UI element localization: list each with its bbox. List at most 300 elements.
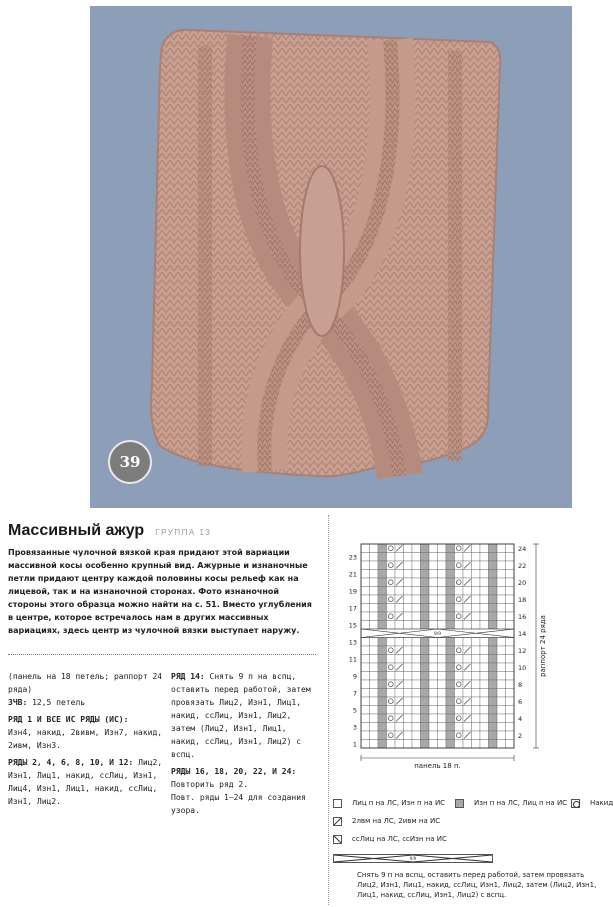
chart-cell (480, 706, 489, 715)
chart-row-label: 10 (518, 664, 527, 672)
chart-cell (506, 553, 515, 562)
chart-cell (421, 587, 430, 596)
chart-cell (497, 587, 506, 596)
chart-cell (421, 612, 430, 621)
chart-cell (370, 595, 379, 604)
chart-cell (438, 561, 447, 570)
chart-cell (472, 706, 481, 715)
chart-cell (421, 706, 430, 715)
chart-cell (412, 646, 421, 655)
chart-cell (472, 731, 481, 740)
chart-cell (421, 731, 430, 740)
chart-cell (404, 731, 413, 740)
chart-cell (489, 561, 498, 570)
chart-cell (438, 655, 447, 664)
chart-cell (455, 561, 464, 570)
chart-cell (497, 561, 506, 570)
chart-cell (378, 672, 387, 681)
chart-cell (361, 672, 370, 681)
chart-cell (361, 612, 370, 621)
row1-label: РЯД 1 И ВСЕ ИС РЯДЫ (ИС): (8, 715, 129, 724)
chart-cell (506, 587, 515, 596)
chart-cell (421, 723, 430, 732)
chart-cell (395, 604, 404, 613)
chart-cell (378, 680, 387, 689)
legend-yo: Накид (590, 799, 613, 807)
chart-cell (361, 578, 370, 587)
chart-cell (506, 706, 515, 715)
chart-cell (472, 655, 481, 664)
chart-cell (455, 723, 464, 732)
chart-cell (387, 638, 396, 647)
chart-cell (506, 612, 515, 621)
chart-cell (497, 612, 506, 621)
chart-cell (421, 578, 430, 587)
chart-cell (438, 595, 447, 604)
chart-cell (455, 689, 464, 698)
chart-cell (429, 638, 438, 647)
chart-cell (489, 570, 498, 579)
chart-cell (497, 570, 506, 579)
row1-text: Изн4, накид, 2вивм, Изн7, накид, 2ивм, Изн3. (8, 728, 163, 750)
chart-cell (378, 731, 387, 740)
cable-span-label: 9/9 (409, 856, 417, 861)
chart-cell (480, 638, 489, 647)
chart-cell (446, 723, 455, 732)
chart-cell (421, 638, 430, 647)
knit-symbol (333, 799, 342, 808)
chart-cell (497, 578, 506, 587)
chart-cell (370, 646, 379, 655)
chart-cell (472, 578, 481, 587)
chart-cell (480, 723, 489, 732)
chart-cell (412, 723, 421, 732)
chart-cell (489, 553, 498, 562)
chart-cell (429, 706, 438, 715)
chart-cell (506, 646, 515, 655)
chart-cell (489, 638, 498, 647)
pattern-title (8, 520, 211, 540)
chart-cell (387, 604, 396, 613)
chart-cell (429, 731, 438, 740)
chart-cell (446, 595, 455, 604)
chart-cell (378, 655, 387, 664)
chart-cell (387, 706, 396, 715)
chart-cell (489, 706, 498, 715)
chart-cell (455, 672, 464, 681)
instructions-left (8, 670, 168, 808)
chart-row-label: 16 (518, 613, 527, 621)
chart-cell (463, 655, 472, 664)
rows2-text: Лиц2, Изн1, Лиц1, накид, ссЛиц, Изн1, Лиц4, Изн1, Лиц1, накид, ссЛиц, Изн1, Лиц2. (8, 758, 163, 806)
chart-row-label: 17 (348, 604, 357, 613)
chart-cell (404, 655, 413, 664)
chart-cell (429, 740, 438, 749)
legend-cable: Снять 9 п на вспц, оставить перед работой, затем провязать Лиц2, Изн1, Лиц1, накид, ссЛиц, Изн1, Лиц2, затем (Лиц2, Изн1, Лиц1, накид, ссЛиц, Изн1, Лиц2) с вспц. (357, 871, 597, 899)
chart-cell (395, 706, 404, 715)
chart-cable-label: 9/9 (433, 632, 442, 637)
chart-cell (472, 697, 481, 706)
chart-cell (412, 680, 421, 689)
chart-cell (472, 646, 481, 655)
chart-cell (489, 697, 498, 706)
instructions-right (171, 670, 319, 817)
chart-cell (378, 604, 387, 613)
chart-cell (378, 612, 387, 621)
chart-cell (378, 544, 387, 553)
chart-cell (378, 689, 387, 698)
chart-cell (497, 604, 506, 613)
chart-cell (387, 561, 396, 570)
chart-cell (421, 553, 430, 562)
chart-cell (395, 570, 404, 579)
chart-cell (446, 638, 455, 647)
chart-cell (421, 570, 430, 579)
chart-cell (370, 570, 379, 579)
chart-cell (506, 680, 515, 689)
chart-cell (480, 570, 489, 579)
chart-cell (480, 612, 489, 621)
chart-cell (489, 672, 498, 681)
legend-k2tog: 2лвм на ЛС, 2ивм на ИС (352, 817, 441, 825)
chart-row-label: 1 (352, 740, 357, 749)
chart-cell (404, 561, 413, 570)
chart-cell (412, 740, 421, 749)
chart-cell (421, 655, 430, 664)
chart-cell (404, 553, 413, 562)
repeat-text: Повт. ряды 1–24 для создания узора. (171, 793, 306, 815)
chart-cell (387, 689, 396, 698)
chart-cell (378, 723, 387, 732)
chart-cell (421, 621, 430, 630)
chart-cell (370, 621, 379, 630)
chart-cell (438, 638, 447, 647)
chart-cell (446, 646, 455, 655)
chart-cell (395, 587, 404, 596)
chart-cell (387, 595, 396, 604)
chart-cell (429, 714, 438, 723)
chart-cell (361, 561, 370, 570)
chart-cell (429, 655, 438, 664)
chart-cell (489, 655, 498, 664)
chart-cell (463, 587, 472, 596)
chart-cell (412, 587, 421, 596)
chart-cell (429, 680, 438, 689)
chart-cell (404, 578, 413, 587)
chart-cell (446, 621, 455, 630)
chart-row-label: 9 (352, 672, 357, 681)
chart-cell (361, 731, 370, 740)
chart-cell (429, 697, 438, 706)
chart-cell (446, 672, 455, 681)
chart-cell (480, 553, 489, 562)
chart-cell (497, 553, 506, 562)
chart-row-label: 20 (518, 579, 527, 587)
chart-cell (446, 740, 455, 749)
chart-cell (412, 544, 421, 553)
chart-cell (429, 587, 438, 596)
chart-cell (395, 689, 404, 698)
chart-cell (455, 706, 464, 715)
chart-cell (472, 740, 481, 749)
chart-cell (455, 621, 464, 630)
rows16-text: Повторить ряд 2. (171, 780, 249, 789)
chart-row-label: 19 (348, 587, 357, 596)
chart-cell (387, 544, 396, 553)
chart-cell (378, 706, 387, 715)
chart-cell (446, 706, 455, 715)
chart-cell (472, 544, 481, 553)
chart-cell (429, 646, 438, 655)
chart-cell (378, 595, 387, 604)
chart-cell (395, 638, 404, 647)
chart-cell (472, 689, 481, 698)
chart-cell (480, 663, 489, 672)
chart-cell (429, 689, 438, 698)
chart-cell (370, 578, 379, 587)
chart-cell (387, 621, 396, 630)
chart-cell (463, 604, 472, 613)
row14-text: Снять 9 п на вспц, оставить перед работой, затем провязать Лиц2, Изн1, Лиц1, накид, ссЛиц, Изн1, Лиц2, затем (Лиц2, Изн1, Лиц1, накид, ссЛиц, Изн1, Лиц2) с вспц. (171, 672, 311, 759)
chart-cell (489, 587, 498, 596)
chart-cell (497, 621, 506, 630)
chart-cell (489, 595, 498, 604)
chart-row-label: 7 (352, 689, 357, 698)
legend-ssk: ссЛиц на ЛС, ссИзн на ИС (352, 835, 447, 843)
chart-cell (489, 680, 498, 689)
chart-cell (404, 587, 413, 596)
chart-row-label: 22 (518, 562, 527, 570)
chart-cell (412, 553, 421, 562)
chart-cell (455, 578, 464, 587)
stitch-chart (333, 540, 609, 790)
chart-row-label: 13 (348, 638, 357, 647)
chart-cell (429, 561, 438, 570)
chart-cell (455, 680, 464, 689)
swatch-illustration (90, 6, 572, 508)
chart-cell (370, 553, 379, 562)
chart-cell (421, 663, 430, 672)
chart-cell (404, 612, 413, 621)
chart-row-label: 21 (348, 570, 357, 579)
chart-cell (412, 655, 421, 664)
chart-cell (455, 731, 464, 740)
chart-cell (361, 604, 370, 613)
chart-cell (429, 663, 438, 672)
chart-cell (489, 612, 498, 621)
chart-cell (387, 697, 396, 706)
chart-cell (370, 731, 379, 740)
chart-cell (438, 587, 447, 596)
chart-cell (361, 714, 370, 723)
chart-cell (506, 655, 515, 664)
chart-cell (412, 595, 421, 604)
chart-cell (472, 638, 481, 647)
chart-cell (404, 680, 413, 689)
chart-cell (489, 663, 498, 672)
chart-cell (404, 740, 413, 749)
chart-cell (438, 570, 447, 579)
chart-cell (421, 604, 430, 613)
panel-info: (панель на 18 петель; раппорт 24 ряда) (8, 672, 163, 694)
chart-cell (463, 638, 472, 647)
chart-cell (455, 570, 464, 579)
chart-cell (429, 672, 438, 681)
chart-cell (370, 680, 379, 689)
chart-cell (506, 714, 515, 723)
chart-cell (497, 638, 506, 647)
chart-cell (497, 714, 506, 723)
chart-cell (455, 544, 464, 553)
chart-cell (438, 689, 447, 698)
chart-cell (438, 621, 447, 630)
chart-cell (463, 672, 472, 681)
chart-x-label: панель 18 п. (414, 762, 461, 770)
chart-cell (480, 680, 489, 689)
chart-cell (489, 604, 498, 613)
chart-cell (387, 553, 396, 562)
chart-cell (429, 621, 438, 630)
chart-cell (506, 604, 515, 613)
chart-cell (412, 612, 421, 621)
chart-cell (421, 680, 430, 689)
chart-cell (506, 689, 515, 698)
chart-cell (480, 714, 489, 723)
chart-cell (506, 578, 515, 587)
chart-cell (506, 570, 515, 579)
chart-cell (438, 544, 447, 553)
cable-symbol (333, 854, 493, 863)
chart-cell (455, 697, 464, 706)
chart-cell (480, 595, 489, 604)
chart-cell (421, 544, 430, 553)
chart-cell (489, 544, 498, 553)
chart-cell (446, 663, 455, 672)
chart-cell (429, 604, 438, 613)
chart-cell (387, 672, 396, 681)
chart-cell (429, 612, 438, 621)
chart-cell (429, 570, 438, 579)
chart-cell (497, 655, 506, 664)
chart-cell (387, 578, 396, 587)
chart-cell (361, 740, 370, 749)
chart-cell (370, 638, 379, 647)
pattern-number-badge: 39 (108, 440, 152, 484)
chart-cell (404, 672, 413, 681)
chart-cell (429, 723, 438, 732)
chart-cell (497, 689, 506, 698)
yo-symbol (571, 799, 580, 808)
chart-cell (438, 663, 447, 672)
chart-cell (370, 672, 379, 681)
chart-cell (446, 553, 455, 562)
chart-cell (387, 612, 396, 621)
chart-row-label: 8 (518, 681, 523, 689)
chart-cell (438, 553, 447, 562)
chart-cell (404, 604, 413, 613)
chart-cell (480, 561, 489, 570)
rows16-label: РЯДЫ 16, 18, 20, 22, И 24: (171, 767, 297, 776)
chart-row-label: 3 (352, 723, 357, 732)
chart-cell (472, 714, 481, 723)
chart-cell (438, 672, 447, 681)
chart-cell (412, 714, 421, 723)
chart-cell (438, 697, 447, 706)
chart-cell (387, 587, 396, 596)
chart-cell (446, 697, 455, 706)
chart-cell (412, 663, 421, 672)
chart-cell (378, 740, 387, 749)
chart-cell (404, 646, 413, 655)
chart-cell (472, 595, 481, 604)
chart-cell (480, 578, 489, 587)
chart-cell (472, 680, 481, 689)
chart-cell (370, 689, 379, 698)
chart-cell (463, 706, 472, 715)
chart-cell (395, 740, 404, 749)
chart-row-label: 4 (518, 715, 523, 723)
chart-cell (412, 672, 421, 681)
chart-cell (370, 655, 379, 664)
chart-cell (472, 621, 481, 630)
chart-cell (387, 740, 396, 749)
chart-cell (387, 655, 396, 664)
chart-cell (412, 689, 421, 698)
chart-row-label: 23 (348, 553, 357, 562)
chart-cell (370, 612, 379, 621)
chart-cell (506, 544, 515, 553)
divider (8, 654, 316, 655)
chart-cell (438, 714, 447, 723)
chart-cell (472, 604, 481, 613)
chart-cell (421, 646, 430, 655)
chart-cell (480, 672, 489, 681)
chart-cell (455, 604, 464, 613)
chart-cell (421, 740, 430, 749)
chart-cell (387, 680, 396, 689)
chart-cell (370, 723, 379, 732)
chart-cell (421, 689, 430, 698)
chart-cell (404, 697, 413, 706)
chart-cell (395, 655, 404, 664)
chart-row-label: 18 (518, 596, 527, 604)
chart-cell (446, 689, 455, 698)
chart-row-label: 6 (518, 698, 523, 706)
chart-cell (472, 587, 481, 596)
chart-cell (446, 587, 455, 596)
chart-cell (387, 714, 396, 723)
chart-cell (395, 723, 404, 732)
chart-cell (497, 723, 506, 732)
chart-cell (463, 621, 472, 630)
chart-cell (446, 714, 455, 723)
chart-cell (480, 655, 489, 664)
chart-cell (480, 731, 489, 740)
chart-cell (497, 731, 506, 740)
chart-cell (395, 672, 404, 681)
chart-cell (412, 621, 421, 630)
chart-cell (404, 638, 413, 647)
chart-cell (438, 706, 447, 715)
title-main: Массивный ажур (8, 522, 145, 539)
chart-cell (378, 697, 387, 706)
intro-text: Провязанные чулочной вязкой края придают этой вариации массивной косы особенно крупный вид. Ажурные и изнаночные петли придают центру каждой половины косы рельеф как на лицевой, так и на изнаночной сторонах. Фото изнаночной стороны этого образца можно найти на с. 51. Вместо углубления в центре, которое встречалось нам в других массивных вариациях, здесь центр из чулочной вязки выступает наружу. (8, 548, 312, 635)
chart-cell (446, 570, 455, 579)
chart-cell (378, 621, 387, 630)
chart-cell (438, 612, 447, 621)
chart-cell (497, 646, 506, 655)
chart-cell (480, 689, 489, 698)
